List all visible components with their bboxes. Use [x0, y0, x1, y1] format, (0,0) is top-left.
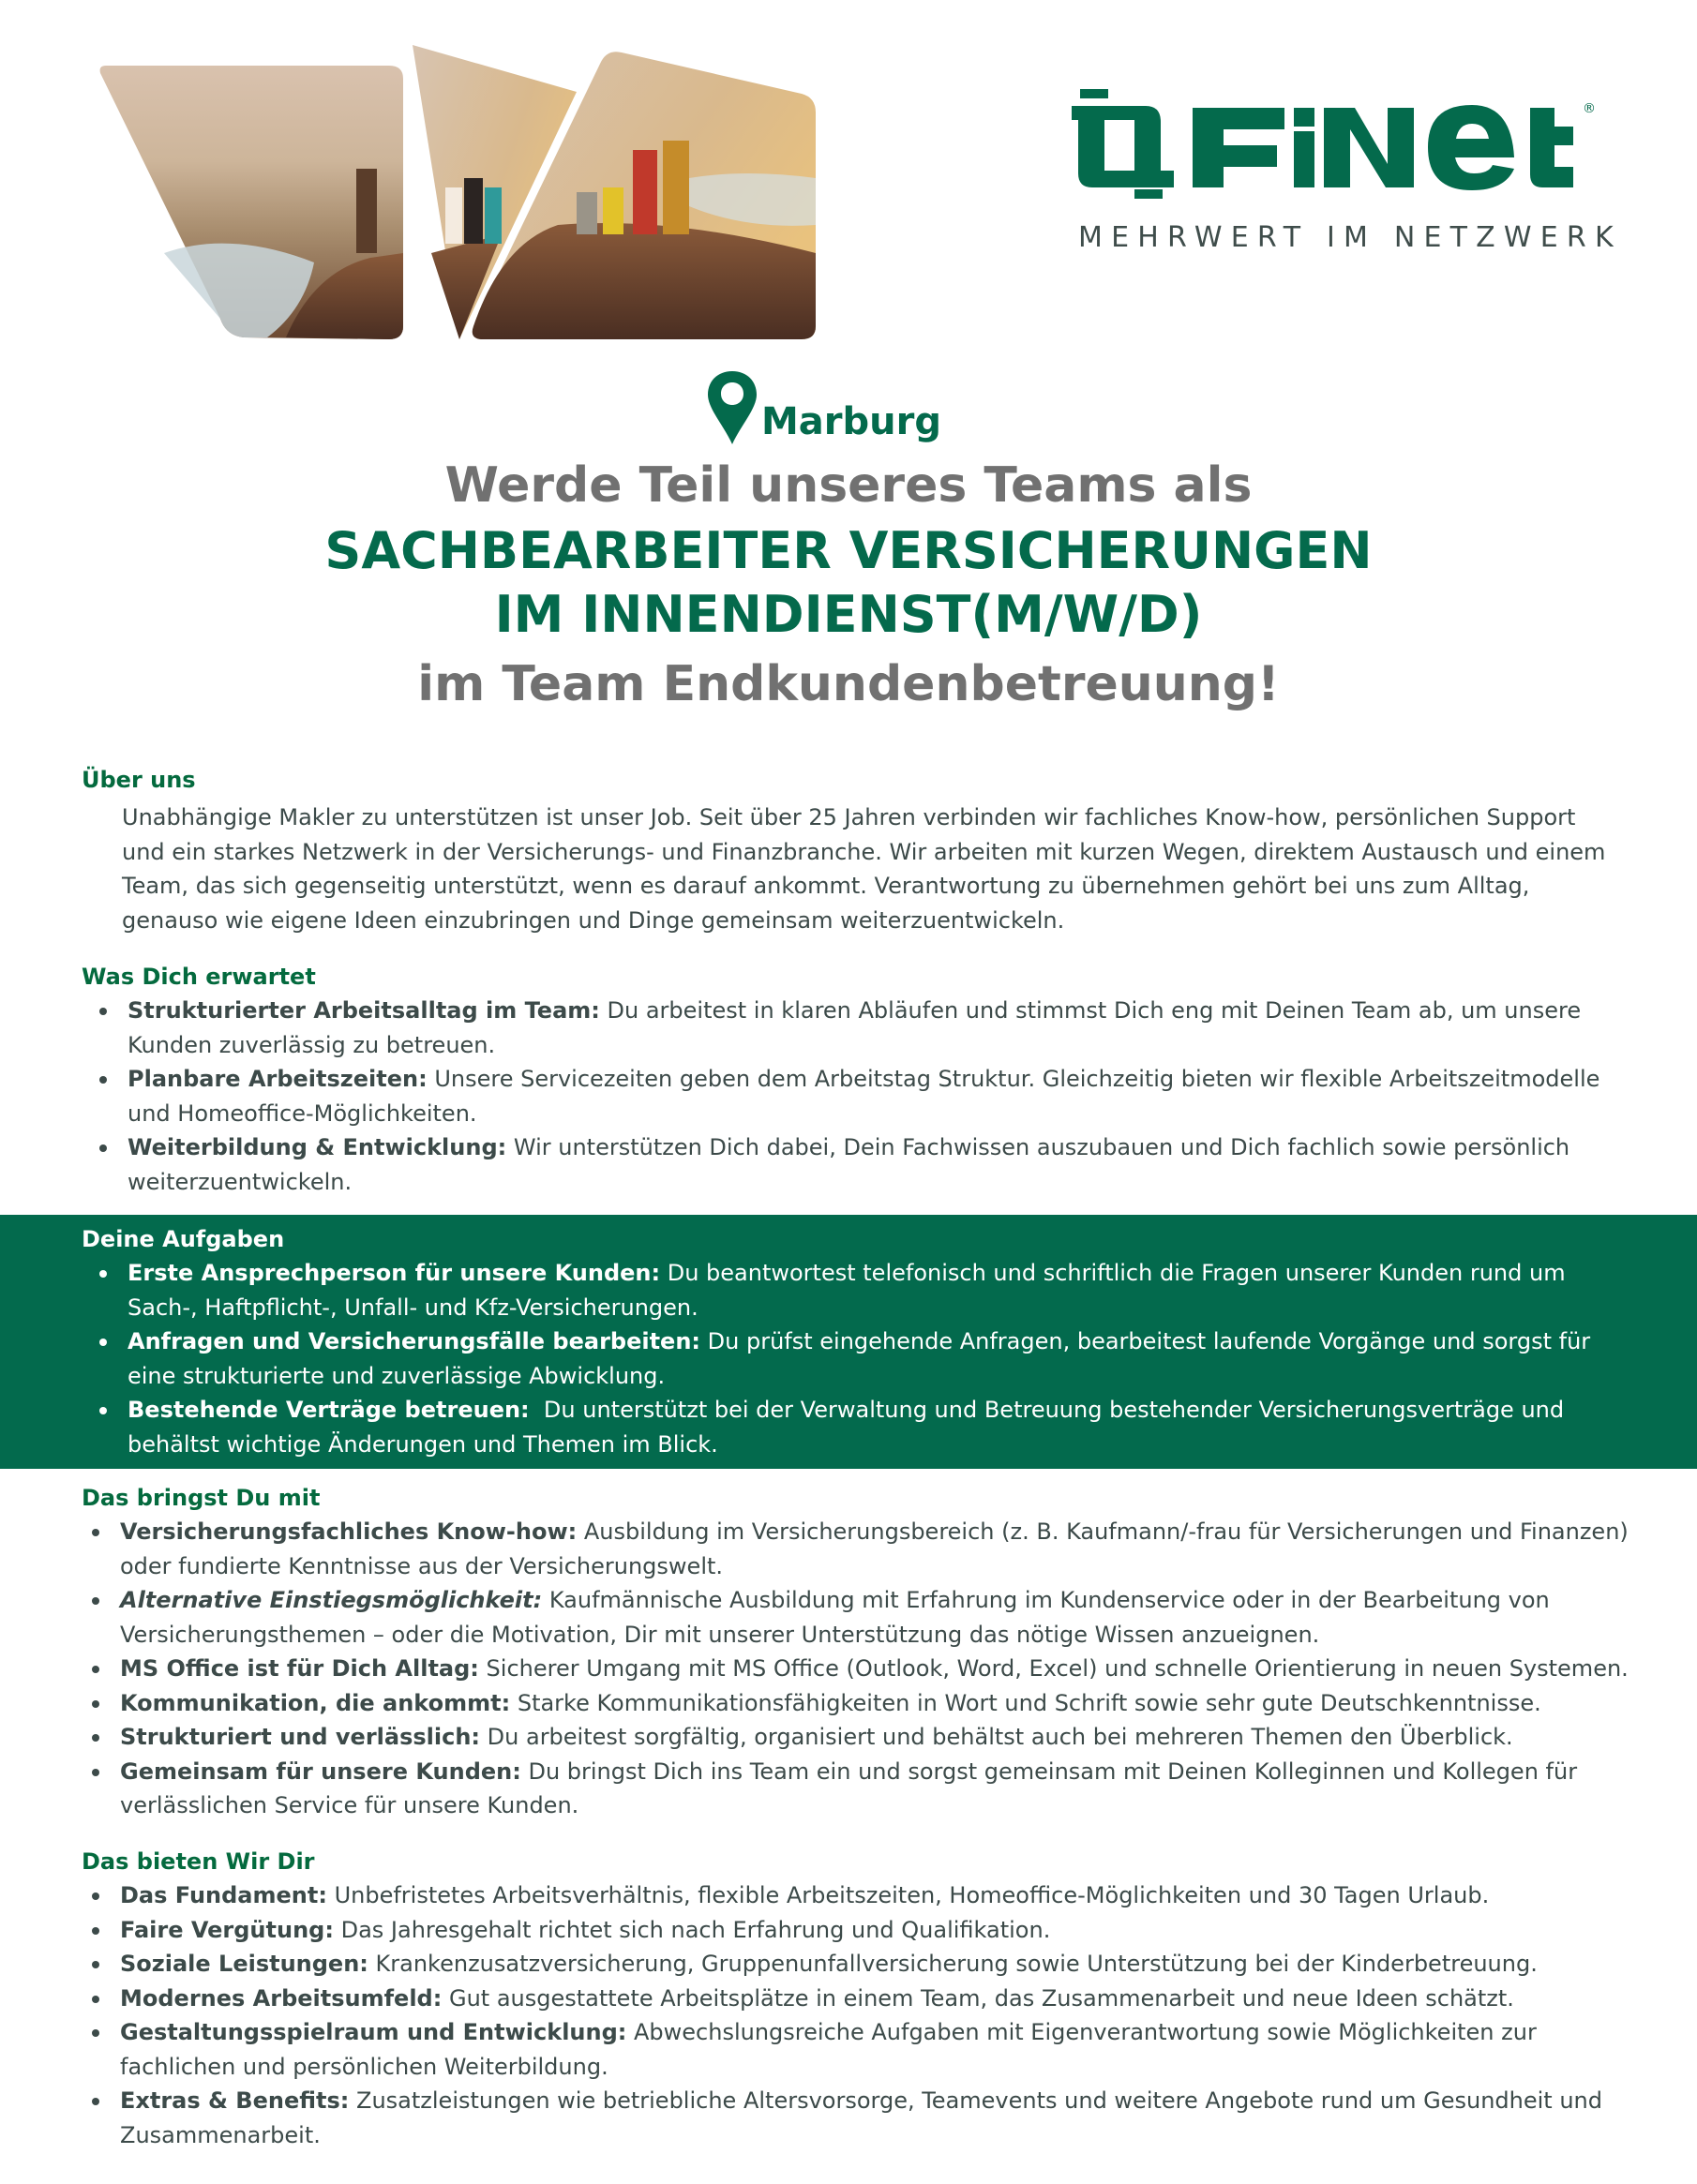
- list-item: [128, 1393, 1609, 1461]
- item-label: Strukturiert und verlässlich:: [120, 1724, 481, 1750]
- bullet-icon: [99, 1144, 107, 1152]
- bullet-icon: [92, 1996, 99, 2003]
- item-label: Weiterbildung & Entwicklung:: [128, 1134, 507, 1160]
- title-intro: Werde Teil unseres Teams als: [444, 457, 1253, 514]
- bullet-icon: [92, 1597, 99, 1605]
- item-label: Gestaltungsspielraum und Entwicklung:: [120, 2019, 627, 2045]
- bullet-icon: [92, 1734, 99, 1742]
- map-pin-icon: [705, 369, 759, 446]
- item-text: Du beantwortest telefonisch und schriftlich die Fragen unserer Kunden rund um Sach-, Haftpflicht-, Unfall- und Kfz-Versicherungen.: [128, 1260, 1566, 1321]
- item-text: Sicherer Umgang mit MS Office (Outlook, Word, Excel) und schnelle Orientierung in neuen Systemen.: [478, 1655, 1629, 1682]
- bullet-icon: [92, 1529, 99, 1536]
- item-text: Kaufmännische Ausbildung mit Erfahrung im Kundenservice oder in der Bearbeitung von Versicherungsthemen – oder die Motivation, Dir mit unserer Unterstützung das nötige Wissen anzueignen.: [120, 1587, 1550, 1648]
- item-text: Du arbeitest in klaren Abläufen und stimmst Dich eng mit Deinen Team ab, um unsere Kunden zuverlässig zu betreuen.: [128, 997, 1582, 1058]
- item-text: Du bringst Dich ins Team ein und sorgst gemeinsam mit Deinen Kolleginnen und Kollegen für verlässlichen Service für unsere Kunden.: [120, 1758, 1578, 1818]
- bullet-icon: [92, 1769, 99, 1776]
- list-item: [120, 1720, 1639, 1755]
- requirements-list: [0, 1515, 1697, 1823]
- list-item: [120, 2015, 1639, 2084]
- item-label: Planbare Arbeitszeiten:: [128, 1066, 428, 1092]
- bullet-icon: [92, 1892, 99, 1900]
- item-label: Erste Ansprechperson für unsere Kunden:: [128, 1260, 661, 1286]
- bullet-icon: [92, 1927, 99, 1935]
- item-text: Du unterstützt bei der Verwaltung und Betreuung bestehender Versicherungsverträge und behältst wichtige Änderungen und Themen im Blick.: [128, 1397, 1571, 1458]
- item-text: Du arbeitest sorgfältig, organisiert und behältst auch bei mehreren Themen den Überblick.: [480, 1724, 1513, 1750]
- bullet-icon: [99, 1270, 107, 1278]
- item-text: Wir unterstützen Dich dabei, Dein Fachwissen auszubauen und Dich fachlich sowie persönlich weiterzuentwickeln.: [128, 1134, 1570, 1195]
- section-expect: [0, 960, 1697, 1199]
- section-about: [0, 763, 1697, 937]
- hero-panel-left: [100, 66, 403, 339]
- job-title-line-2: IM INNENDIENST(M/W/D): [494, 585, 1203, 644]
- section-heading-offer: Das bieten Wir Dir: [82, 1848, 315, 1875]
- bullet-icon: [92, 2029, 99, 2037]
- item-label: Gemeinsam für unsere Kunden:: [120, 1758, 521, 1785]
- section-heading-expect: Was Dich erwartet: [82, 964, 316, 990]
- item-text: Abwechslungsreiche Aufgaben mit Eigenverantwortung sowie Möglichkeiten zur fachlichen und persönlichen Weiterbildung.: [120, 2019, 1537, 2080]
- tasks-list: [0, 1256, 1697, 1461]
- section-heading-about: Über uns: [82, 767, 196, 793]
- bullet-icon: [92, 1961, 99, 1968]
- list-item: [120, 1913, 1639, 1948]
- job-location: [705, 362, 941, 446]
- item-label: Modernes Arbeitsumfeld:: [120, 1984, 443, 2012]
- item-label: Anfragen und Versicherungsfälle bearbeiten:: [128, 1328, 701, 1354]
- section-requirements: [0, 1481, 1697, 1823]
- item-label: Das Fundament:: [120, 1882, 327, 1908]
- item-label: Extras & Benefits:: [120, 2087, 350, 2114]
- expect-list: [0, 994, 1697, 1199]
- item-label: Faire Vergütung:: [120, 1916, 334, 1943]
- list-item: [120, 1982, 1639, 2016]
- bullet-icon: [92, 1700, 99, 1708]
- list-item: [120, 1515, 1639, 1583]
- section-heading-requirements: Das bringst Du mit: [82, 1485, 321, 1511]
- list-item: [120, 1583, 1639, 1652]
- job-title-block: [0, 452, 1697, 718]
- bullet-icon: [99, 1339, 107, 1346]
- bullet-icon: [92, 1666, 99, 1673]
- item-label: Kommunikation, die ankommt:: [120, 1689, 511, 1716]
- item-text: Unsere Servicezeiten geben dem Arbeitstag Struktur. Gleichzeitig bieten wir flexible Arbeitszeitmodelle und Homeoffice-Möglichkeiten.: [128, 1066, 1600, 1127]
- bullet-icon: [99, 1407, 107, 1414]
- item-label: Strukturierter Arbeitsalltag im Team:: [128, 997, 600, 1024]
- item-text: Zusatzleistungen wie betriebliche Altersvorsorge, Teamevents und weitere Angebote rund um Gesundheit und Zusammenarbeit.: [120, 2087, 1602, 2148]
- title-team: im Team Endkundenbetreuung!: [417, 656, 1280, 712]
- item-text: Krankenzusatzversicherung, Gruppenunfallversicherung sowie Unterstützung bei der Kinderbetreuung.: [368, 1951, 1538, 1977]
- about-text: Unabhängige Makler zu unterstützen ist unser Job. Seit über 25 Jahren verbinden wir fachliches Know-how, persönlichen Support und ein starkes Netzwerk in der Versicherungs- und Finanzbranche. Wir arbeiten mit kurzen Wegen, direktem Austausch und einem Team, das sich gegenseitig unterstützt, wenn es darauf ankommt. Verantwortung zu übernehmen gehört bei uns zum Alltag, genauso wie eigene Ideen einzubringen und Dinge gemeinsam weiterzuentwickeln.: [122, 804, 1606, 934]
- section-tasks: [0, 1215, 1697, 1469]
- list-item: [120, 1755, 1639, 1823]
- item-label: Versicherungsfachliches Know-how:: [120, 1518, 578, 1545]
- bullet-icon: [99, 1076, 107, 1084]
- list-item: [120, 1878, 1639, 1913]
- item-text: Gut ausgestattete Arbeitsplätze in einem Team, das Zusammenarbeit und neue Ideen schätzt.: [442, 1984, 1514, 2012]
- section-heading-tasks: Deine Aufgaben: [82, 1226, 285, 1252]
- logo-emblem-top-tab: [1080, 89, 1108, 98]
- registered-mark: ®: [1583, 101, 1596, 116]
- item-label: Bestehende Verträge betreuen:: [128, 1397, 530, 1423]
- list-item: [128, 1256, 1609, 1324]
- list-item: [120, 1652, 1639, 1686]
- offer-list: [0, 1878, 1697, 2152]
- section-offer: [0, 1845, 1697, 2152]
- list-item: [128, 1324, 1609, 1393]
- logo-tagline: MEHRWERT IM NETZWERK: [1078, 221, 1622, 254]
- list-item: [128, 1062, 1609, 1130]
- hero-image-collage: [89, 37, 830, 347]
- item-text: Unbefristetes Arbeitsverhältnis, flexible Arbeitszeiten, Homeoffice-Möglichkeiten und 30 Tagen Urlaub.: [326, 1882, 1490, 1908]
- item-text: Du prüfst eingehende Anfragen, bearbeitest laufende Vorgänge und sorgst für eine strukturierte und zuverlässige Abwicklung.: [128, 1328, 1591, 1389]
- job-title-line-1: SACHBEARBEITER VERSICHERUNGEN: [324, 521, 1373, 580]
- location-city: Marburg: [761, 400, 941, 443]
- item-text: Starke Kommunikationsfähigkeiten in Wort und Schrift sowie sehr gute Deutschkenntnisse.: [510, 1689, 1541, 1716]
- list-item: [128, 994, 1609, 1062]
- bullet-icon: [92, 2098, 99, 2105]
- list-item: [120, 2084, 1639, 2152]
- item-text: Ausbildung im Versicherungsbereich (z. B. Kaufmann/-frau für Versicherungen und Finanzen) oder fundierte Kenntnisse aus der Versicherungswelt.: [120, 1518, 1629, 1579]
- item-label: Soziale Leistungen:: [120, 1951, 368, 1977]
- item-text: Das Jahresgehalt richtet sich nach Erfahrung und Qualifikation.: [333, 1916, 1051, 1943]
- bullet-icon: [99, 1008, 107, 1015]
- item-label: MS Office ist für Dich Alltag:: [120, 1655, 479, 1682]
- logo-emblem-bottom-tab: [1134, 189, 1163, 199]
- list-item: [120, 1686, 1639, 1721]
- list-item: [128, 1130, 1609, 1199]
- list-item: [120, 1947, 1639, 1982]
- item-label: Alternative Einstiegsmöglichkeit:: [120, 1587, 543, 1613]
